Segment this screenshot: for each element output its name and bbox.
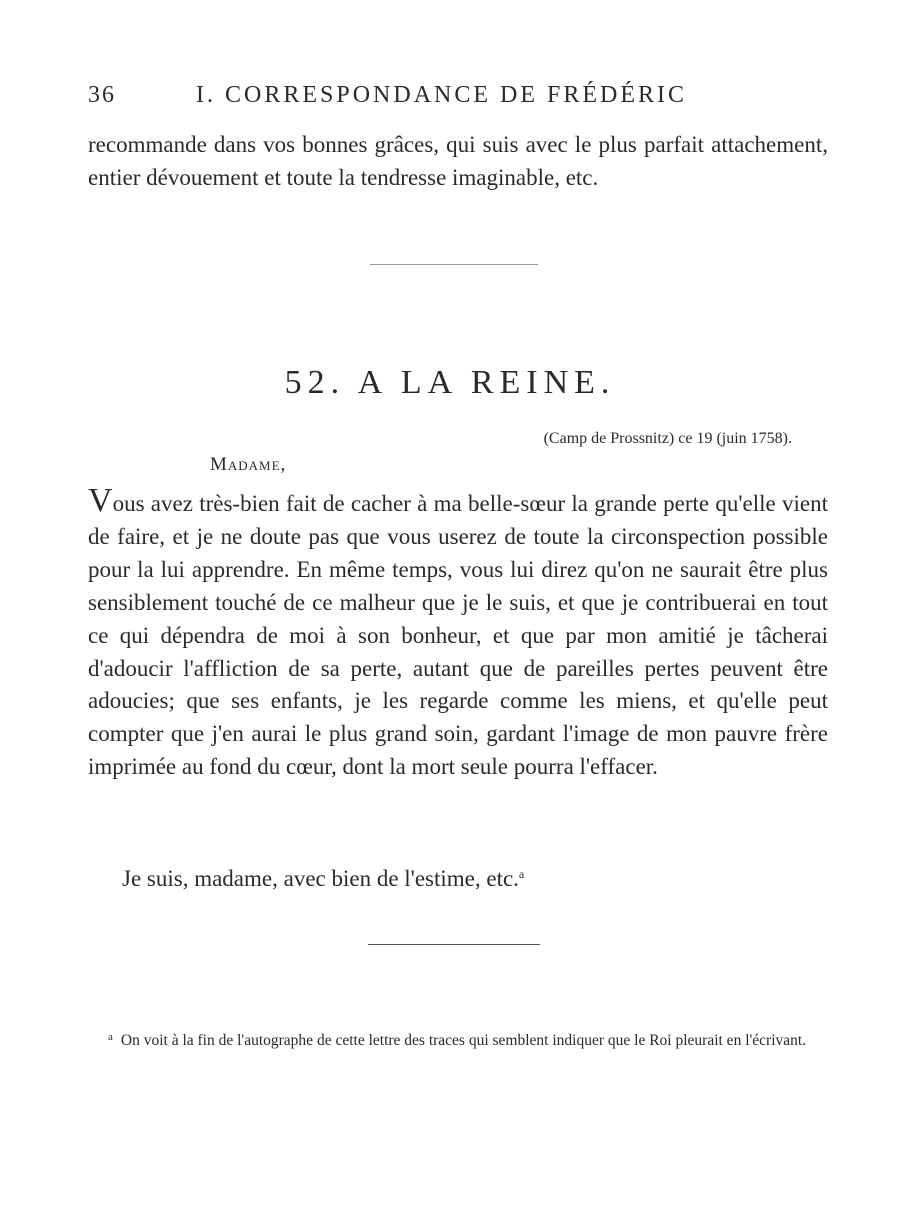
letter-closing <box>88 858 828 895</box>
footnote <box>84 1026 826 1052</box>
section-divider-bottom <box>368 944 540 945</box>
section-divider-top <box>370 264 538 265</box>
page-number: 36 <box>88 82 116 108</box>
letter-salutation: Madame, <box>210 454 287 475</box>
closing-text: Je suis, madame, avec bien de l'estime, etc. <box>122 866 519 891</box>
previous-letter-text: recommande dans vos bonnes grâces, qui suis avec le plus parfait attachement, entier dévouement et toute la tendresse imaginable, etc. <box>88 132 828 190</box>
running-header <box>88 82 828 114</box>
footnote-mark: a <box>108 1031 113 1043</box>
footnote-reference[interactable]: a <box>518 867 525 881</box>
running-title: I. CORRESPONDANCE DE FRÉDÉRIC <box>196 82 688 108</box>
letter-body <box>88 482 828 784</box>
drop-cap: V <box>88 482 113 519</box>
letter-title: 52. A LA REINE. <box>284 364 616 401</box>
footnote-text: On voit à la fin de l'autographe de cette lettre des traces qui semblent indiquer que le Roi pleurait en l'écrivant. <box>120 1032 807 1049</box>
letter-body-text: ous avez très-bien fait de cacher à ma belle-sœur la grande perte qu'elle vient de faire, et je ne doute pas que vous userez de toute la circonspection possible pour la lui apprendre. En même temps, vous lui direz qu'on ne saurait être plus sensiblement touché de ce malheur que je le suis, et que je contribuerai en tout ce qui dépendra de moi à son bonheur, et que par mon amitié je tâcherai d'adoucir l'affliction de sa perte, autant que de pareilles pertes peuvent être adoucies; que ses enfants, je les regarde comme les miens, et qu'elle peut compter que j'en aurai le plus grand soin, gardant l'image de mon pauvre frère imprimée au fond du cœur, dont la mort seule pourra l'effacer. <box>88 491 828 780</box>
letter-dateline: (Camp de Prossnitz) ce 19 (juin 1758). <box>543 430 792 447</box>
